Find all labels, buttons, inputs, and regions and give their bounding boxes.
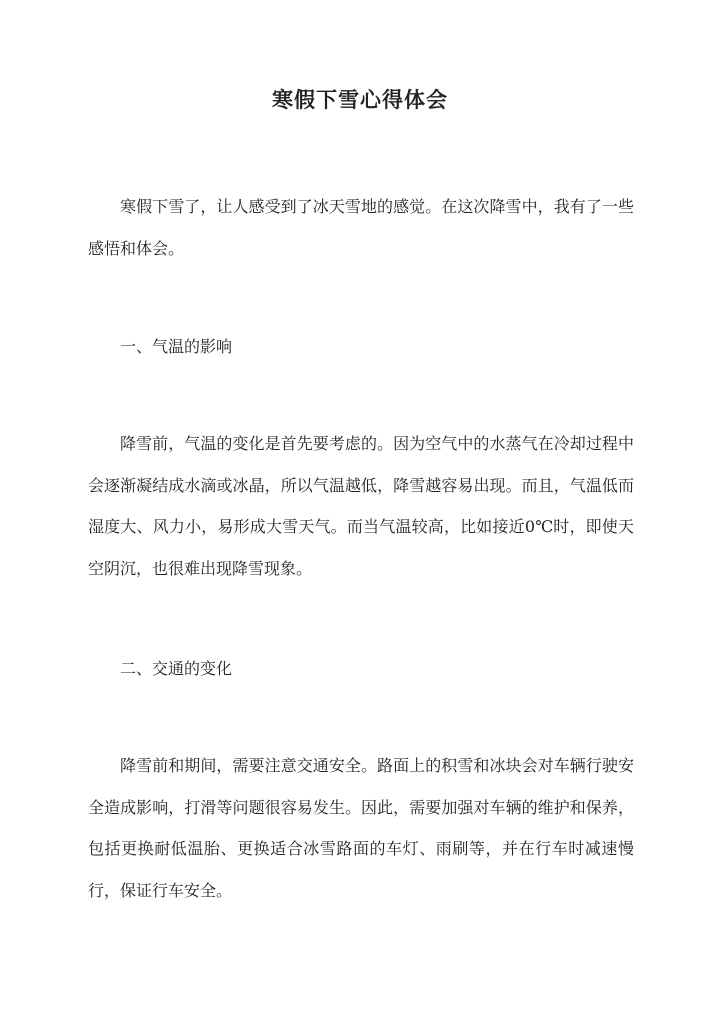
section-heading-temperature: 一、气温的影响 <box>120 337 233 356</box>
temperature-paragraph: 降雪前，气温的变化是首先要考虑的。因为空气中的水蒸气在冷却过程中会逐渐凝结成水滴或冰晶，所以气温越低，降雪越容易出现。而且，气温低而湿度大、风力小，易形成大雪天气。而当气温较高，比如接近0℃时，即使天空阴沉，也很难出现降雪现象。 <box>88 434 634 578</box>
traffic-paragraph: 降雪前和期间，需要注意交通安全。路面上的积雪和冰块会对车辆行驶安全造成影响，打滑等问题很容易发生。因此，需要加强对车辆的维护和保养，包括更换耐低温胎、更换适合冰雪路面的车灯、雨刷等，并在行车时减速慢行，保证行车安全。 <box>88 756 634 900</box>
intro-paragraph: 寒假下雪了，让人感受到了冰天雪地的感觉。在这次降雪中，我有了一些感悟和体会。 <box>88 197 634 258</box>
section-heading-traffic: 二、交通的变化 <box>120 659 233 678</box>
document-title: 寒假下雪心得体会 <box>272 87 448 112</box>
